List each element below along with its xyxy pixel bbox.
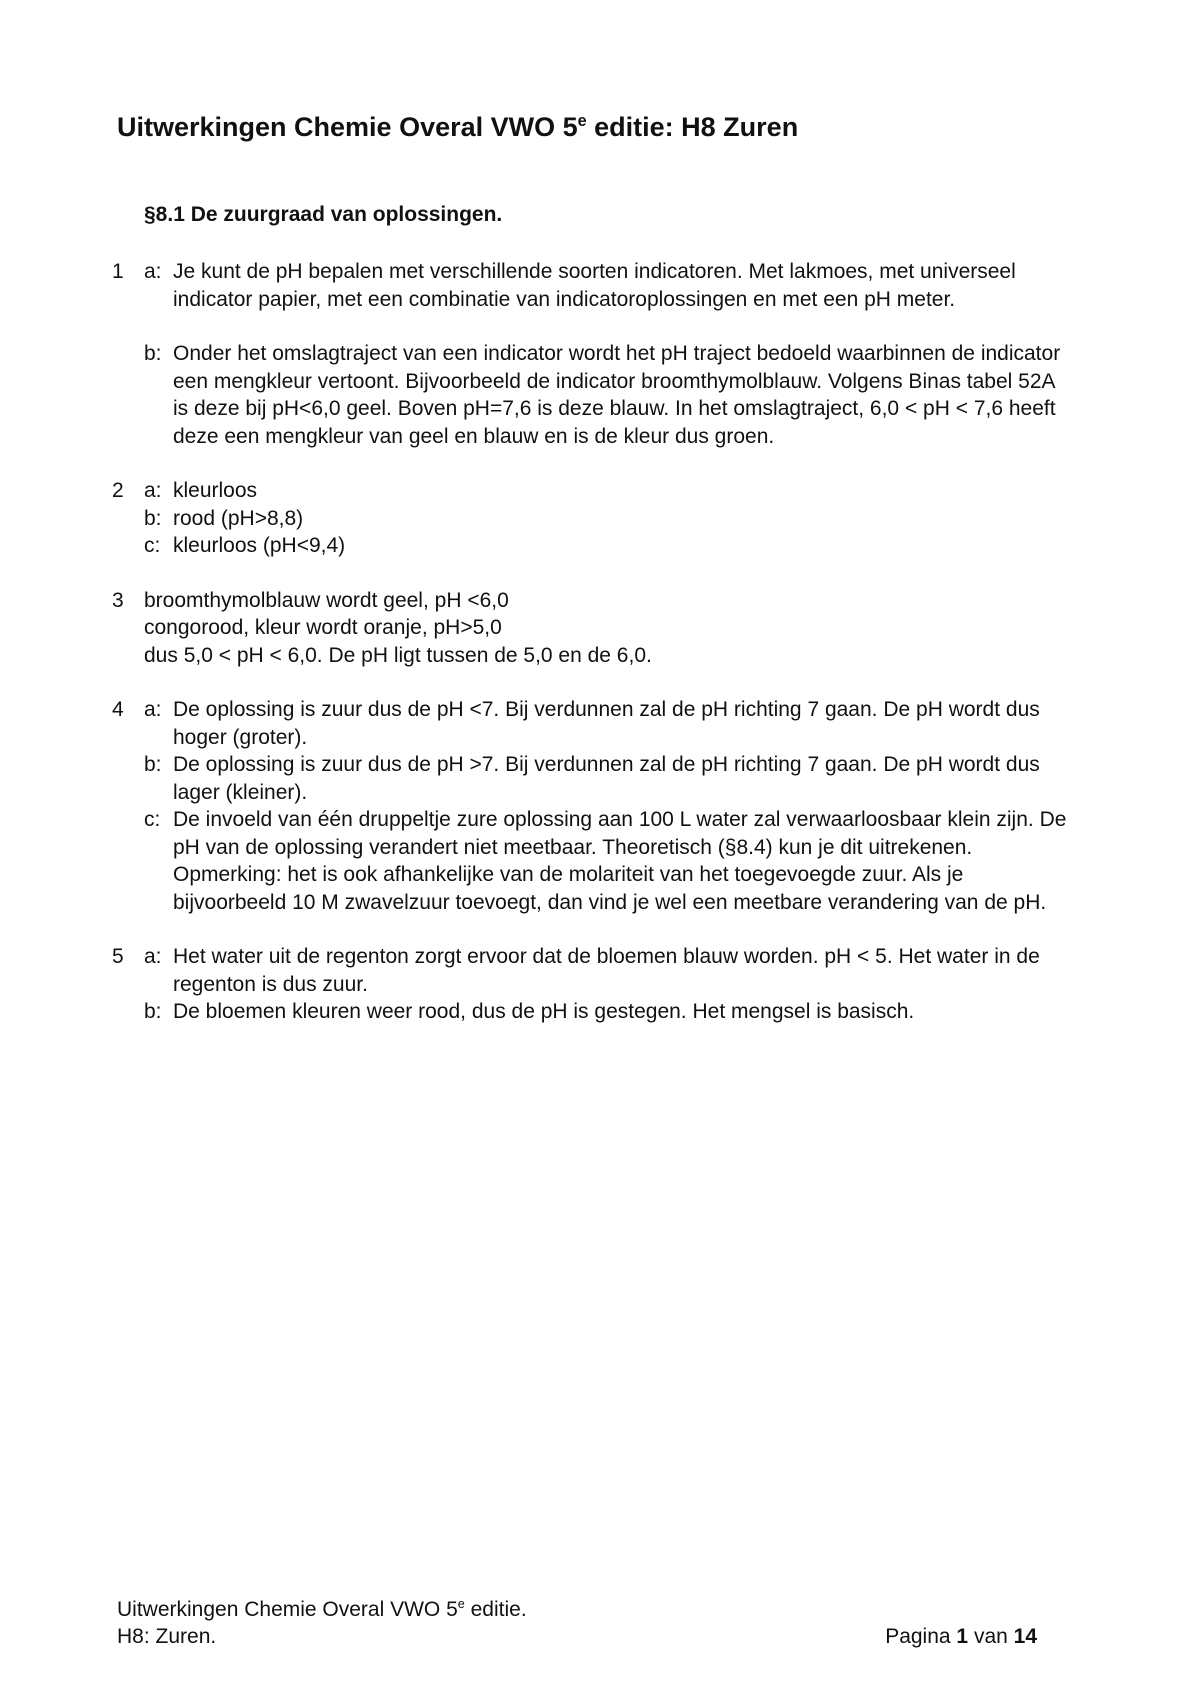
answer-part-a — [144, 696, 1072, 751]
answer-line: congorood, kleur wordt oranje, pH>5,0 — [144, 616, 502, 639]
part-label: a: — [144, 260, 162, 283]
answer-part-a — [144, 477, 1072, 505]
answer-part-b — [144, 998, 1072, 1026]
section-heading: §8.1 De zuurgraad van oplossingen. — [144, 203, 503, 226]
part-text: Onder het omslagtraject van een indicator wordt het pH traject bedoeld waarbinnen de indicator een mengkleur vertoont. Bijvoorbeeld de indicator broomthymolblauw. Volgens Binas tabel 52A is deze bij pH<6,0 geel. Boven pH=7,6 is deze blauw. In het omslagtraject, 6,0 < pH < 7,6 heeft deze een mengkleur van geel en blauw en is de kleur dus groen. — [173, 342, 1061, 448]
part-text: kleurloos — [173, 479, 258, 502]
part-text: Het water uit de regenton zorgt ervoor dat de bloemen blauw worden. pH < 5. Het water in de regenton is dus zuur. — [173, 945, 1040, 996]
question-body — [144, 258, 1072, 450]
question-5 — [112, 943, 1072, 1026]
page-current: 1 — [956, 1625, 969, 1648]
question-1 — [112, 258, 1072, 450]
question-number: 5 — [112, 945, 124, 968]
answer-part-c — [144, 806, 1072, 916]
page-of: van — [968, 1625, 1014, 1648]
title-superscript: e — [577, 112, 587, 130]
answer-part-b — [144, 340, 1072, 450]
part-text: rood (pH>8,8) — [173, 506, 304, 530]
question-4 — [112, 696, 1072, 916]
part-label: b: — [144, 506, 162, 530]
answer-part-c — [144, 532, 1072, 560]
question-3 — [112, 587, 1072, 670]
answer-line: broomthymolblauw wordt geel, pH <6,0 — [144, 588, 509, 612]
part-text — [173, 806, 1072, 916]
part-text: kleurloos (pH<9,4) — [173, 534, 346, 557]
question-body — [144, 943, 1072, 1026]
part-label: b: — [144, 753, 162, 776]
remark-paragraph: Opmerking: het is ook afhankelijke van de molariteit van het toegevoegde zuur. Als je bijvoorbeeld 10 M zwavelzuur toevoegt, dan vind je wel een meetbare verandering van de pH. — [173, 863, 1047, 914]
footer-title-superscript: e — [457, 1597, 465, 1611]
answer-part-b — [144, 505, 1072, 533]
question-number: 2 — [112, 479, 124, 502]
question-2 — [112, 477, 1072, 560]
footer-title-prefix: Uitwerkingen Chemie Overal VWO 5 — [117, 1598, 458, 1621]
title-prefix: Uitwerkingen Chemie Overal VWO 5 — [117, 112, 578, 142]
question-number: 1 — [112, 260, 124, 283]
answer-part-a — [144, 258, 1072, 313]
answer-part-a — [144, 943, 1072, 998]
question-number: 3 — [112, 588, 124, 612]
question-body — [144, 696, 1072, 916]
part-text: Je kunt de pH bepalen met verschillende soorten indicatoren. Met lakmoes, met universeel indicator papier, met een combinatie van indicatoroplossingen en met een pH meter. — [173, 260, 1016, 311]
footer-document-title — [117, 1598, 1037, 1622]
part-text: De bloemen kleuren weer rood, dus de pH is gestegen. Het mengsel is basisch. — [173, 1000, 915, 1023]
part-label: a: — [144, 479, 162, 502]
page-indicator — [885, 1625, 1037, 1649]
footer-chapter-line — [117, 1625, 1037, 1649]
part-label: c: — [144, 808, 161, 831]
footer-chapter: H8: Zuren. — [117, 1625, 217, 1648]
part-label: a: — [144, 698, 162, 721]
answer-line: dus 5,0 < pH < 6,0. De pH ligt tussen de 5,0 en de 6,0. — [144, 643, 652, 667]
title-suffix: editie: H8 Zuren — [586, 112, 799, 142]
answer-paragraph: De invoeld van één druppeltje zure oplossing aan 100 L water zal verwaarloosbaar klein zijn. De pH van de oplossing verandert niet meetbaar. Theoretisch (§8.4) kun je dit uitrekenen. — [173, 808, 1067, 859]
page-label: Pagina — [885, 1625, 957, 1648]
part-label: a: — [144, 945, 162, 968]
page-title — [117, 112, 798, 143]
part-label: b: — [144, 342, 162, 365]
footer-title-suffix: editie. — [464, 1598, 527, 1621]
answers-content — [112, 258, 1072, 1053]
part-label: c: — [144, 534, 161, 557]
answer-part-b — [144, 751, 1072, 806]
part-text: De oplossing is zuur dus de pH <7. Bij verdunnen zal de pH richting 7 gaan. De pH wordt dus hoger (groter). — [173, 698, 1040, 749]
question-number: 4 — [112, 698, 124, 721]
question-body — [144, 477, 1072, 560]
page-total: 14 — [1013, 1625, 1037, 1648]
part-label: b: — [144, 1000, 162, 1023]
question-body — [144, 587, 1072, 670]
part-text: De oplossing is zuur dus de pH >7. Bij verdunnen zal de pH richting 7 gaan. De pH wordt dus lager (kleiner). — [173, 753, 1040, 804]
